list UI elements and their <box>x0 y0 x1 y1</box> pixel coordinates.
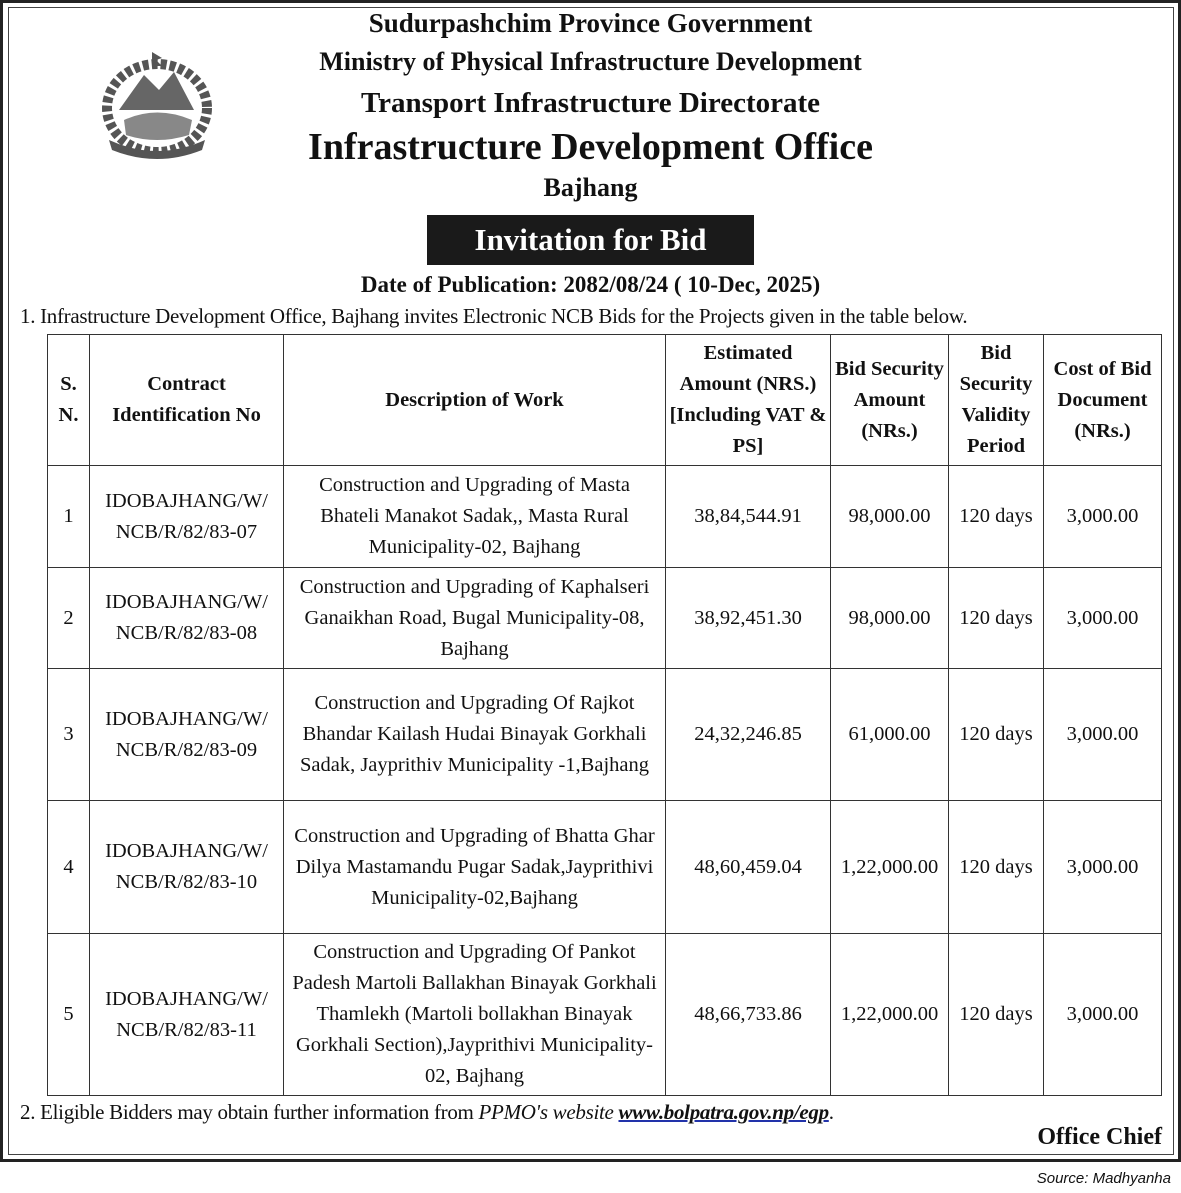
publication-date: Date of Publication: 2082/08/24 ( 10-Dec, 2025) <box>360 272 821 297</box>
header-description: Description of Work <box>284 335 666 466</box>
ppmo-label: PPMO's website <box>478 1100 619 1124</box>
cell-security: 1,22,000.00 <box>831 801 949 934</box>
cell-security: 98,000.00 <box>831 568 949 669</box>
paragraph-2 <box>20 1100 834 1125</box>
bolpatra-link[interactable]: www.bolpatra.gov.np/egp <box>618 1100 829 1124</box>
office-name: Infrastructure Development Office <box>308 126 873 168</box>
cell-contract-id: IDOBAJHANG/W/ NCB/R/82/83-11 <box>90 934 284 1096</box>
cell-validity: 120 days <box>949 466 1044 568</box>
cell-sn: 4 <box>48 801 90 934</box>
cell-sn: 1 <box>48 466 90 568</box>
header-contract-id: Contract Identification No <box>90 335 284 466</box>
table-row <box>48 669 1162 801</box>
cell-description: Construction and Upgrading of Masta Bhateli Manakot Sadak,, Masta Rural Municipality-02, Bajhang <box>284 466 666 568</box>
ministry-name: Ministry of Physical Infrastructure Development <box>319 47 862 76</box>
cell-security: 61,000.00 <box>831 669 949 801</box>
header-estimate: Estimated Amount (NRS.) [Including VAT & PS] <box>666 335 831 466</box>
cell-contract-id: IDOBAJHANG/W/ NCB/R/82/83-08 <box>90 568 284 669</box>
cell-validity: 120 days <box>949 934 1044 1096</box>
cell-estimate: 38,84,544.91 <box>666 466 831 568</box>
cell-cost: 3,000.00 <box>1044 466 1162 568</box>
office-location: Bajhang <box>543 173 638 202</box>
table-row <box>48 801 1162 934</box>
cell-validity: 120 days <box>949 801 1044 934</box>
cell-contract-id: IDOBAJHANG/W/ NCB/R/82/83-07 <box>90 466 284 568</box>
cell-estimate: 24,32,246.85 <box>666 669 831 801</box>
header-cost: Cost of Bid Document (NRs.) <box>1044 335 1162 466</box>
province-name: Sudurpashchim Province Government <box>368 8 813 38</box>
cell-description: Construction and Upgrading Of Rajkot Bhandar Kailash Hudai Binayak Gorkhali Sadak, Jayprithiv Municipality -1,Bajhang <box>284 669 666 801</box>
header-validity: Bid Security Validity Period <box>949 335 1044 466</box>
bid-table <box>47 334 1162 1096</box>
cell-validity: 120 days <box>949 568 1044 669</box>
directorate-name: Transport Infrastructure Directorate <box>360 87 821 119</box>
cell-sn: 5 <box>48 934 90 1096</box>
table-header-row <box>48 335 1162 466</box>
cell-cost: 3,000.00 <box>1044 801 1162 934</box>
table-row <box>48 934 1162 1096</box>
paragraph-1: 1. Infrastructure Development Office, Bajhang invites Electronic NCB Bids for the Projects given in the table below. <box>20 304 968 328</box>
cell-cost: 3,000.00 <box>1044 669 1162 801</box>
cell-security: 1,22,000.00 <box>831 934 949 1096</box>
cell-contract-id: IDOBAJHANG/W/ NCB/R/82/83-09 <box>90 669 284 801</box>
cell-cost: 3,000.00 <box>1044 934 1162 1096</box>
table-row <box>48 466 1162 568</box>
cell-estimate: 38,92,451.30 <box>666 568 831 669</box>
cell-sn: 2 <box>48 568 90 669</box>
header-security: Bid Security Amount (NRs.) <box>831 335 949 466</box>
cell-contract-id: IDOBAJHANG/W/ NCB/R/82/83-10 <box>90 801 284 934</box>
notice-title: Invitation for Bid <box>427 215 754 265</box>
cell-validity: 120 days <box>949 669 1044 801</box>
period: . <box>828 1100 834 1124</box>
cell-estimate: 48,60,459.04 <box>666 801 831 934</box>
header-sn: S. N. <box>48 335 90 466</box>
cell-sn: 3 <box>48 669 90 801</box>
source-credit: Source: Madhyanha <box>1036 1170 1171 1187</box>
table-row <box>48 568 1162 669</box>
cell-description: Construction and Upgrading of Kaphalseri Ganaikhan Road, Bugal Municipality-08, Bajhang <box>284 568 666 669</box>
cell-estimate: 48,66,733.86 <box>666 934 831 1096</box>
cell-cost: 3,000.00 <box>1044 568 1162 669</box>
cell-description: Construction and Upgrading Of Pankot Padesh Martoli Ballakhan Binayak Gorkhali Thamlekh (Martoli bollakhan Binayak Gorkhali Section),Jayprithivi Municipality-02, Bajhang <box>284 934 666 1096</box>
cell-security: 98,000.00 <box>831 466 949 568</box>
paragraph-2-text: 2. Eligible Bidders may obtain further information from <box>20 1100 479 1124</box>
signature-office-chief: Office Chief <box>1037 1124 1162 1150</box>
cell-description: Construction and Upgrading of Bhatta Ghar Dilya Mastamandu Pugar Sadak,Jayprithivi Municipality-02,Bajhang <box>284 801 666 934</box>
